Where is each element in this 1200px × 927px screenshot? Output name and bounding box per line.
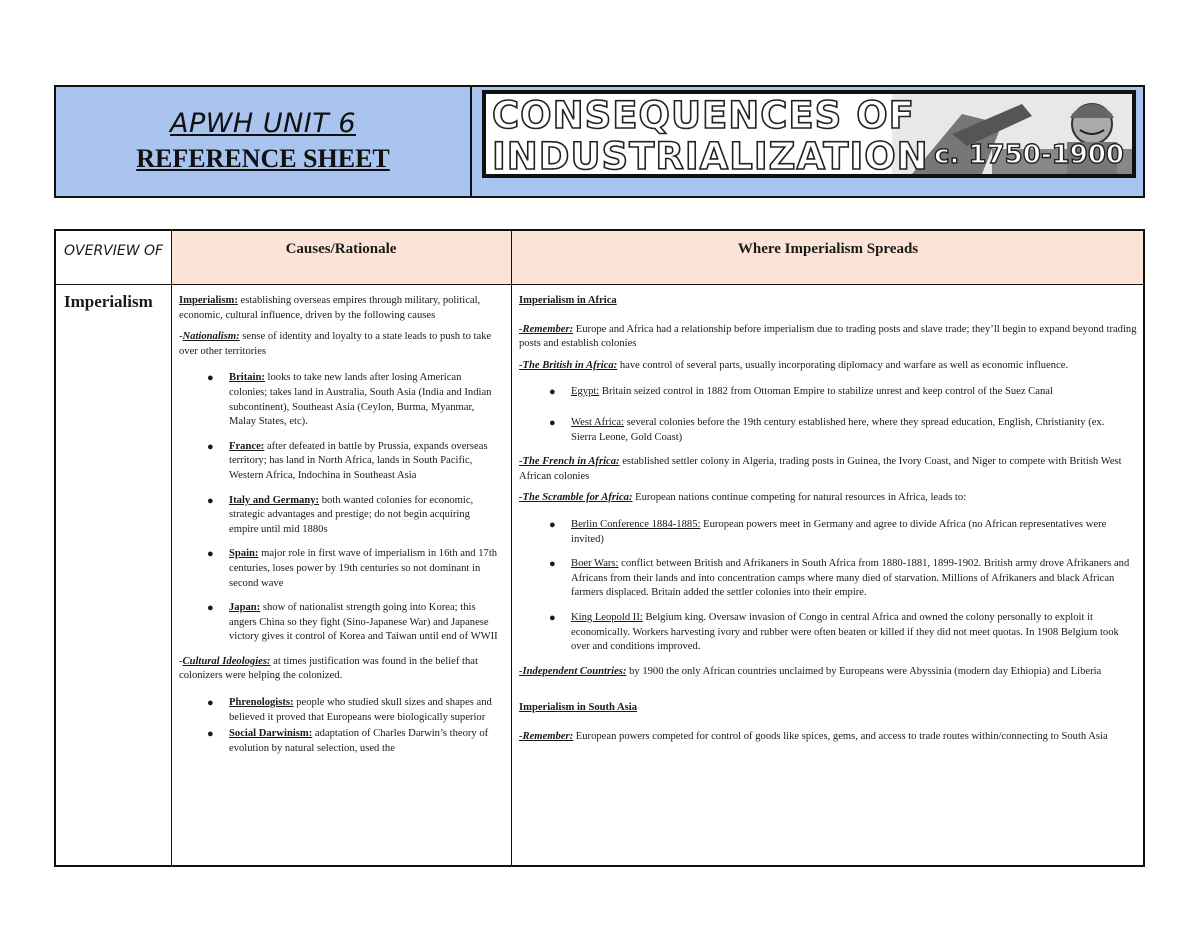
where-cell [519, 294, 1139, 751]
list-item: ● King Leopold II: Belgium king. Oversaw invasion of Congo in central Africa and owned the colony personally to exploit it economically. Workers harvesting ivory and rubber were often beaten or killed if they did not meet quotas. In 1908 Belgium took over and conditions improved. [549, 611, 1139, 655]
list-item: ● Egypt: Britain seized control in 1882 from Ottoman Empire to stabilize unrest and keep control of the Suez Canal [549, 385, 1109, 400]
ideologies-list [207, 696, 499, 756]
list-item: ● West Africa: several colonies before the 19th century established here, where they spread education, English, Christianity (ex. Sierra Leone, Gold Coast) [549, 416, 1109, 445]
causes-column-header: Causes/Rationale [285, 241, 397, 257]
british-list [549, 385, 1109, 445]
list-item: ● Italy and Germany: both wanted colonies for economic, strategic advantages and prestige; do not begin acquiring empire until mid 1880s [207, 494, 499, 538]
imperialism-definition: Imperialism: establishing overseas empires through military, political, economic, cultural influence, driven by the following causes [179, 295, 481, 321]
banner-dates: c. 1750-1900 [934, 140, 1124, 170]
list-item: ● Phrenologists: people who studied skull sizes and shapes and believed it proved that Europeans were biologically superior [207, 696, 499, 725]
list-item: ● Social Darwinism: adaptation of Charles Darwin’s theory of evolution by natural selection, used the [207, 727, 499, 756]
term: Imperialism: [179, 295, 238, 306]
africa-heading: Imperialism in Africa [519, 295, 617, 306]
column-divider [511, 231, 512, 865]
row-divider [56, 284, 1143, 285]
list-item: ● Berlin Conference 1884-1885: European powers meet in Germany and agree to divide Africa (no African representatives were invited) [549, 518, 1139, 547]
unit-title: APWH UNIT 6 [169, 107, 356, 139]
banner-block [472, 87, 1143, 196]
banner-line-2: INDUSTRIALIZATION [492, 135, 929, 178]
title-block [56, 87, 472, 196]
remember-south-asia: -Remember: European powers competed for control of goods like spices, gems, and access to trade routes within/connecting to South Asia [519, 730, 1108, 742]
south-asia-heading: Imperialism in South Asia [519, 702, 638, 714]
cultural-ideologies-definition: -Cultural Ideologies: at times justification was found in the belief that colonizers were helping the colonized. [179, 655, 478, 682]
sheet-title: REFERENCE SHEET [136, 144, 390, 174]
term: Cultural Ideologies: [182, 655, 271, 667]
french-in-africa: -The French in Africa: established settler colony in Algeria, trading posts in Guinea, the Ivory Coast, and Niger to compete with British West African colonies [519, 456, 1122, 482]
list-item: ● Japan: show of nationalist strength going into Korea; this angers China so they fight (Sino-Japanese War) and Japanese victory gives it control of Korea and Taiwan until end of WWII [207, 601, 499, 645]
nations-list [207, 371, 499, 645]
list-item: ● Boer Wars: conflict between British and Afrikaners in South Africa from 1880-1881, 1899-1902. British army drove Afrikaners and Africans from their lands and into concentration camps where many died of starvation. Millions of Afrikaners and black African farmers displaced. Britain added the settler colonies into their empire. [549, 557, 1139, 601]
overview-label: OVERVIEW OF [64, 243, 164, 259]
term: Nationalism: [182, 331, 240, 343]
list-item: ● Spain: major role in first wave of imperialism in 16th and 17th centuries, loses power by 19th centuries so not dominant in second wave [207, 547, 499, 591]
list-item: ● France: after defeated in battle by Prussia, expands overseas territory; has land in North Africa, lands in South Pacific, Western Africa, Indochina in Southeast Asia [207, 440, 499, 484]
remember-africa: -Remember: Europe and Africa had a relationship before imperialism due to trading posts and slave trade; they’ll begin to expand beyond trading posts and establish colonies [519, 323, 1137, 350]
scramble-for-africa: -The Scramble for Africa: European nations continue competing for natural resources in Africa, leads to: [519, 492, 967, 504]
causes-cell [179, 294, 499, 765]
british-in-africa: -The British in Africa: have control of several parts, usually incorporating diplomacy and warfare as well as economic influence. [519, 359, 1069, 371]
independent-countries: -Independent Countries: by 1900 the only African countries unclaimed by Europeans were Abyssinia (modern day Ethiopia) and Liberia [519, 665, 1102, 677]
column-divider [171, 231, 172, 865]
banner-line-1: CONSEQUENCES OF [492, 94, 915, 137]
list-item: ● Britain: looks to take new lands after losing American colonies; takes land in Australia, South Asia (India and Indian subcontinent), Southeast Asia (Ceylon, Burma, Myanmar, Malay States, etc). [207, 371, 499, 429]
topic-label: Imperialism [64, 292, 153, 311]
where-column-header: Where Imperialism Spreads [737, 241, 919, 257]
consequences-banner-image [482, 90, 1136, 178]
overview-table [54, 229, 1145, 867]
header-banner [54, 85, 1145, 198]
nationalism-definition: -Nationalism: sense of identity and loyalty to a state leads to push to take over other territories [179, 331, 492, 357]
scramble-list [549, 518, 1139, 655]
